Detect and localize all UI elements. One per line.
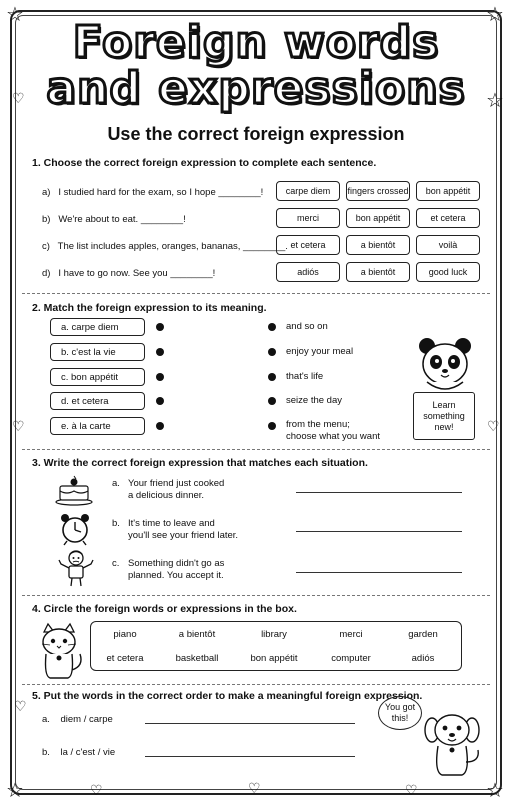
question-b — [42, 214, 186, 225]
title-line-1: Foreign words — [72, 17, 440, 68]
heart-icon: ♡ — [405, 783, 418, 799]
star-icon: ☆ — [6, 2, 24, 26]
order-label: b. — [42, 747, 50, 758]
section-divider — [22, 595, 490, 596]
order-label: a. — [42, 714, 50, 725]
bubble-text: You got — [384, 702, 416, 712]
question-d — [42, 268, 215, 279]
question-label: b) — [42, 214, 51, 225]
word-item[interactable]: piano — [113, 629, 137, 640]
meaning-text: choose what you want — [286, 431, 381, 442]
match-dot-right[interactable] — [268, 373, 276, 381]
heart-icon: ♡ — [487, 419, 500, 435]
option-button[interactable]: fingers crossed — [346, 181, 410, 201]
match-expression-d[interactable]: d. et cetera — [50, 392, 145, 410]
star-icon: ☆ — [486, 88, 504, 112]
match-expression-a[interactable]: a. carpe diem — [50, 318, 145, 336]
heart-icon: ♡ — [14, 699, 27, 715]
match-expression-e[interactable]: e. à la carte — [50, 417, 145, 435]
sign-text: something — [423, 410, 465, 421]
meaning-text: from the menu; — [286, 419, 350, 430]
question-c — [42, 241, 288, 252]
answer-line[interactable] — [296, 531, 462, 532]
star-icon: ☆ — [6, 778, 24, 802]
alarm-clock-icon — [58, 512, 92, 546]
match-dot-left[interactable] — [156, 373, 164, 381]
match-dot-right[interactable] — [268, 397, 276, 405]
section-5-heading: 5. Put the words in the correct order to make a meaningful foreign expression. — [32, 690, 423, 702]
match-dot-left[interactable] — [156, 323, 164, 331]
option-button[interactable]: bon appétit — [416, 181, 480, 201]
option-button[interactable]: merci — [276, 208, 340, 228]
situation-label: b. — [112, 518, 120, 529]
question-label: a) — [42, 187, 51, 198]
answer-line[interactable] — [145, 756, 355, 757]
heart-icon: ♡ — [90, 783, 103, 799]
match-dot-left[interactable] — [156, 397, 164, 405]
question-text: We're about to eat. ________! — [58, 214, 186, 225]
match-dot-right[interactable] — [268, 422, 276, 430]
word-item[interactable]: basketball — [175, 653, 219, 664]
section-divider — [22, 449, 490, 450]
panda-sign — [413, 392, 475, 440]
page-title — [0, 17, 512, 114]
option-button[interactable]: bon appétit — [346, 208, 410, 228]
option-button[interactable]: et cetera — [416, 208, 480, 228]
word-item[interactable]: library — [261, 629, 287, 640]
question-text: I have to go now. See you ________! — [58, 268, 216, 279]
section-divider — [22, 293, 490, 294]
speech-bubble — [378, 696, 422, 730]
bubble-text: this! — [391, 713, 409, 723]
section-2-heading: 2. Match the foreign expression to its meaning. — [32, 302, 267, 314]
meaning-text: enjoy your meal — [286, 346, 354, 357]
section-1-heading: 1. Choose the correct foreign expression to complete each sentence. — [32, 157, 377, 169]
question-a — [42, 187, 263, 198]
star-icon: ☆ — [486, 778, 504, 802]
sign-text: new! — [434, 421, 454, 432]
section-4-heading: 4. Circle the foreign words or expressions in the box. — [32, 603, 297, 615]
question-label: d) — [42, 268, 51, 279]
order-text: diem / carpe — [60, 714, 113, 725]
word-item[interactable]: et cetera — [106, 653, 144, 664]
heart-icon: ♡ — [12, 91, 25, 107]
title-line-2: and expressions — [46, 63, 466, 114]
question-label: c) — [42, 241, 50, 252]
question-text: The list includes apples, oranges, bananas, ________. — [57, 241, 288, 252]
heart-icon: ♡ — [248, 781, 261, 797]
situation-text: Your friend just cooked — [128, 478, 225, 489]
situation-a — [112, 478, 224, 502]
order-item-b — [42, 747, 115, 758]
option-button[interactable]: a bientôt — [346, 235, 410, 255]
situation-b — [112, 518, 238, 542]
match-dot-right[interactable] — [268, 323, 276, 331]
word-item[interactable]: adiós — [411, 653, 435, 664]
meaning-text: and so on — [286, 321, 328, 332]
sign-text: Learn — [432, 399, 456, 410]
situation-c — [112, 558, 224, 582]
situation-text: It's time to leave and — [128, 518, 215, 529]
match-dot-left[interactable] — [156, 422, 164, 430]
option-button[interactable]: et cetera — [276, 235, 340, 255]
panda-icon — [415, 336, 475, 396]
option-button[interactable]: voilà — [416, 235, 480, 255]
order-item-a — [42, 714, 113, 725]
answer-line[interactable] — [296, 492, 462, 493]
question-text: I studied hard for the exam, so I hope ________! — [58, 187, 264, 198]
situation-text: a delicious dinner. — [128, 490, 205, 501]
match-expression-c[interactable]: c. bon appétit — [50, 368, 145, 386]
situation-text: you'll see your friend later. — [128, 530, 239, 541]
answer-line[interactable] — [296, 572, 462, 573]
dog-icon — [422, 712, 486, 778]
option-button[interactable]: a bientôt — [346, 262, 410, 282]
heart-icon: ♡ — [12, 419, 25, 435]
option-button[interactable]: carpe diem — [276, 181, 340, 201]
option-button[interactable]: adiós — [276, 262, 340, 282]
match-dot-left[interactable] — [156, 348, 164, 356]
match-dot-right[interactable] — [268, 348, 276, 356]
situation-label: a. — [112, 478, 120, 489]
answer-line[interactable] — [145, 723, 355, 724]
option-button[interactable]: good luck — [416, 262, 480, 282]
word-item[interactable]: computer — [331, 653, 371, 664]
cake-icon — [54, 474, 94, 506]
order-text: la / c'est / vie — [60, 747, 116, 758]
word-item[interactable]: bon appétit — [250, 653, 298, 664]
situation-label: c. — [112, 558, 120, 569]
section-divider — [22, 684, 490, 685]
page-subtitle: Use the correct foreign expression — [107, 124, 405, 144]
word-item[interactable]: garden — [408, 629, 438, 640]
situation-text: planned. You accept it. — [128, 570, 224, 581]
shrug-kid-icon — [56, 548, 96, 588]
meaning-text: seize the day — [286, 395, 342, 406]
cat-icon — [34, 624, 84, 680]
match-expression-b[interactable]: b. c'est la vie — [50, 343, 145, 361]
word-item[interactable]: merci — [339, 629, 363, 640]
star-icon: ☆ — [486, 2, 504, 26]
section-3-heading: 3. Write the correct foreign expression that matches each situation. — [32, 457, 368, 469]
word-item[interactable]: a bientôt — [178, 629, 216, 640]
meaning-text: that's life — [286, 371, 324, 382]
situation-text: Something didn't go as — [128, 558, 225, 569]
